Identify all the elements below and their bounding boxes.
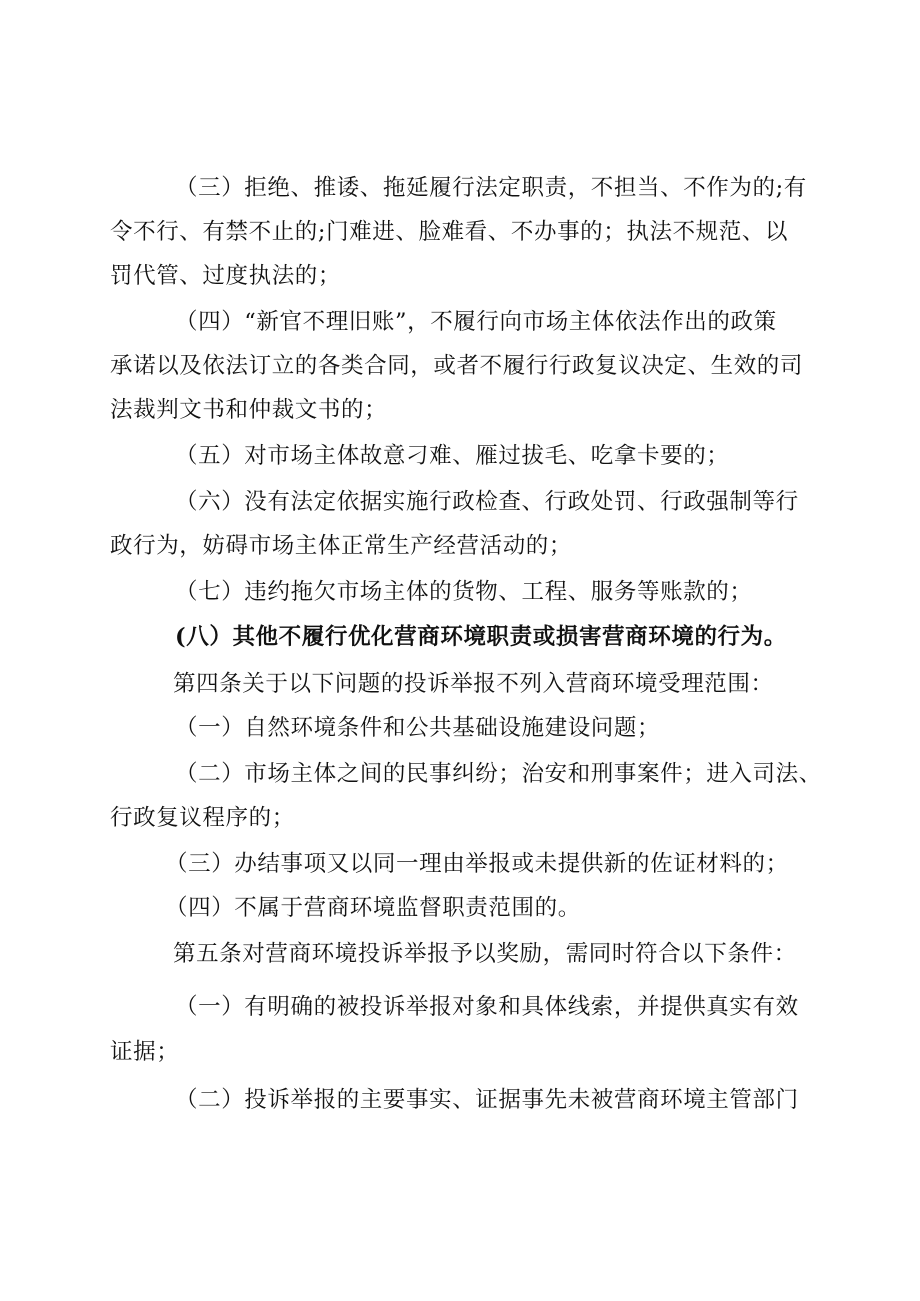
text-line-16: （三）办结事项又以同一理由举报或未提供新的佐证材料的； [165, 851, 789, 877]
text-line-7: （五）对市场主体故意刁难、雁过拔毛、吃拿卡要的； [175, 443, 730, 469]
article-5-heading: 第五条对营商环境投诉举报予以奖励，需同时符合以下条件： [173, 941, 797, 967]
text-line-20: 证据； [110, 1039, 180, 1065]
text-line-14: （二）市场主体之间的民事纠纷；治安和刑事案件；进入司法、 [175, 761, 822, 787]
text-line-11: (八）其他不履行优化营商环境职责或损害营商环境的行为。 [175, 624, 787, 650]
text-line-15: 行政复议程序的； [110, 805, 295, 831]
text-line-1: （三）拒绝、推诿、拖延履行法定职责，不担当、不作为的;有 [175, 175, 807, 201]
text-line-2: 令不行、有禁不止的;门难进、脸难看、不办事的；执法不规范、以 [110, 219, 789, 245]
text-line-4: （四）“新官不理旧账”，不履行向市场主体依法作出的政策 [175, 309, 777, 335]
text-line-3: 罚代管、过度执法的； [110, 263, 342, 289]
text-line-19: （一）有明确的被投诉举报对象和具体线索，并提供真实有效 [175, 994, 799, 1020]
text-line-8: （六）没有法定依据实施行政检查、行政处罚、行政强制等行 [175, 489, 799, 515]
text-line-17: （四）不属于营商环境监督职责范围的。 [165, 895, 581, 921]
text-line-9: 政行为，妨碍市场主体正常生产经营活动的； [110, 533, 573, 559]
text-line-10: （七）违约拖欠市场主体的货物、工程、服务等账款的； [175, 579, 753, 605]
article-4-heading: 第四条关于以下问题的投诉举报不列入营商环境受理范围： [173, 671, 774, 697]
text-line-21: （二）投诉举报的主要事实、证据事先未被营商环境主管部门 [175, 1087, 799, 1113]
text-line-13: （一）自然环境条件和公共基础设施建设问题； [175, 715, 661, 741]
text-line-5: 承诺以及依法订立的各类合同，或者不履行行政复议决定、生效的司 [110, 353, 804, 379]
text-line-6: 法裁判文书和仲裁文书的； [110, 397, 388, 423]
